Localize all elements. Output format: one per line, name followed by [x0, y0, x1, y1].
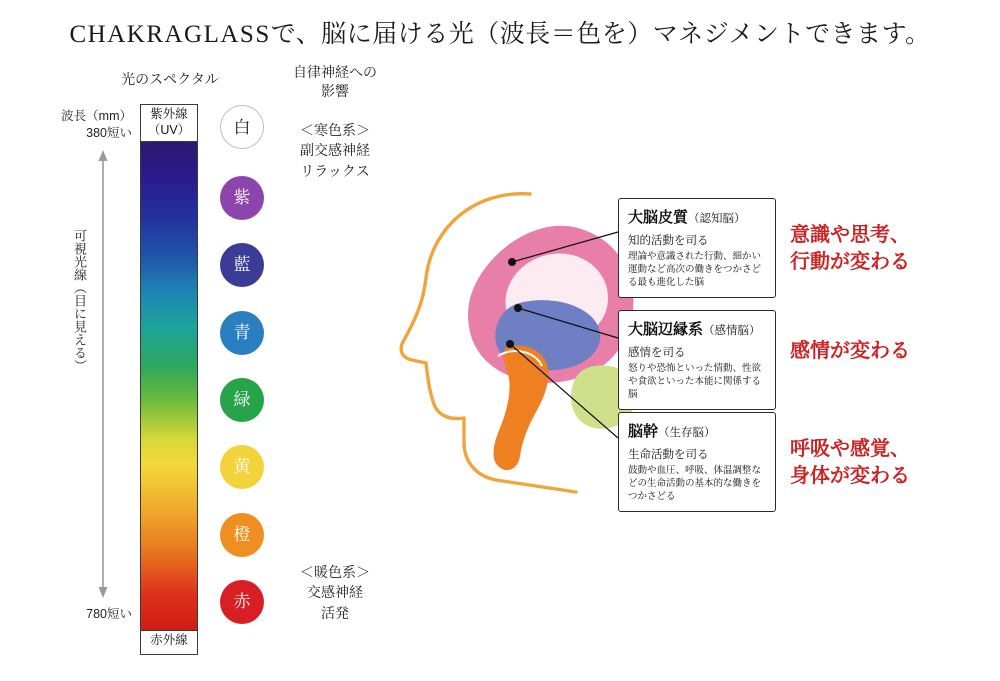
- active-label: 活発: [321, 604, 349, 621]
- page-title: [0, 14, 1000, 50]
- color-chip-5: 黄: [220, 445, 264, 489]
- wavelength-top-value: 380短い: [86, 125, 132, 140]
- warm-colors-block: [255, 562, 415, 623]
- callout-brain-stem: [618, 412, 776, 512]
- wavelength-unit-label: 波長（mm）: [61, 109, 132, 123]
- callout-cortex-title-sub: （認知脳）: [688, 213, 746, 225]
- autonomic-nervous-column-header: [255, 63, 415, 101]
- relax-label: リラックス: [300, 162, 370, 179]
- callout-stem-lead: 生命活動を司る: [628, 449, 709, 461]
- effect-stem-line-2: 身体が変わる: [790, 465, 910, 487]
- wavelength-top-label: [56, 108, 132, 142]
- sympathetic-label: 交感神経: [307, 584, 363, 601]
- effect-cortex-line-1: 意識や思考、: [790, 224, 910, 246]
- callout-cortex-title-main: 大脳皮質: [628, 209, 689, 226]
- callout-limbic-lead: 感情を司る: [628, 347, 686, 359]
- color-chip-6: 橙: [220, 513, 264, 557]
- effect-cortex-line-2: 行動が変わる: [790, 251, 910, 273]
- callout-limbic-title: [628, 318, 766, 339]
- callout-limbic-desc: 怒りや恐怖といった情動、性欲や食欲といった本能に関係する脳: [628, 363, 762, 400]
- callout-stem-title-main: 脳幹: [628, 423, 659, 440]
- uv-line-1: 紫外線: [150, 107, 188, 121]
- callout-cortex-title: [628, 206, 766, 227]
- cool-colors-title: ＜寒色系＞: [300, 122, 370, 138]
- callout-limbic-title-sub: （感情脳）: [703, 325, 761, 337]
- color-chip-0: 白: [220, 105, 264, 149]
- uv-line-2: （UV）: [147, 122, 191, 137]
- callout-limbic-system: [618, 310, 776, 410]
- warm-colors-title: ＜暖色系＞: [300, 564, 370, 580]
- callout-stem-title-sub: （生存脳）: [658, 427, 716, 439]
- effect-limbic-line-1: 感情が変わる: [790, 340, 910, 362]
- callout-limbic-title-main: 大脳辺縁系: [628, 321, 704, 338]
- spectrum-column-header: 光のスペクタル: [121, 71, 219, 87]
- callout-cortex-desc: 理論や意識された行動、細かい運動など高次の働きをつかさどる最も進化した脳: [628, 251, 762, 288]
- color-chip-1: 紫: [220, 176, 264, 220]
- brand-name: CHAKRAGLASS: [69, 21, 271, 48]
- color-chip-3: 青: [220, 311, 264, 355]
- visible-light-label: 可視光線（目に見える）: [72, 228, 87, 372]
- ultraviolet-band-label: [140, 104, 198, 142]
- callout-cerebral-cortex: [618, 198, 776, 298]
- color-chip-4: 緑: [220, 378, 264, 422]
- callout-stem-desc: 鼓動や血圧、呼吸、体温調整などの生命活動の基本的な働きをつかさどる: [628, 465, 762, 502]
- callout-cortex-lead: 知的活動を司る: [628, 235, 709, 247]
- effect-text-limbic: [790, 338, 910, 365]
- parasympathetic-label: 副交感神経: [300, 142, 370, 159]
- effect-stem-line-1: 呼吸や感覚、: [790, 438, 910, 460]
- wavelength-double-arrow-icon: [97, 150, 109, 598]
- effect-text-stem: [790, 436, 910, 490]
- ans-header-line-1: 自律神経への: [293, 64, 377, 80]
- visible-spectrum-bar: [140, 142, 198, 630]
- wavelength-bottom-label: [56, 606, 132, 623]
- cool-colors-block: [255, 120, 415, 181]
- effect-text-cortex: [790, 222, 910, 276]
- callout-stem-title: [628, 420, 766, 441]
- infrared-band-label: 赤外線: [140, 630, 198, 655]
- title-rest: で、脳に届ける光（波長＝色を）マネジメントできます。: [270, 21, 931, 48]
- color-chip-2: 藍: [220, 243, 264, 287]
- ans-header-line-2: 影響: [321, 82, 349, 99]
- color-chip-7: 赤: [220, 580, 264, 624]
- wavelength-bottom-value: 780短い: [86, 607, 132, 621]
